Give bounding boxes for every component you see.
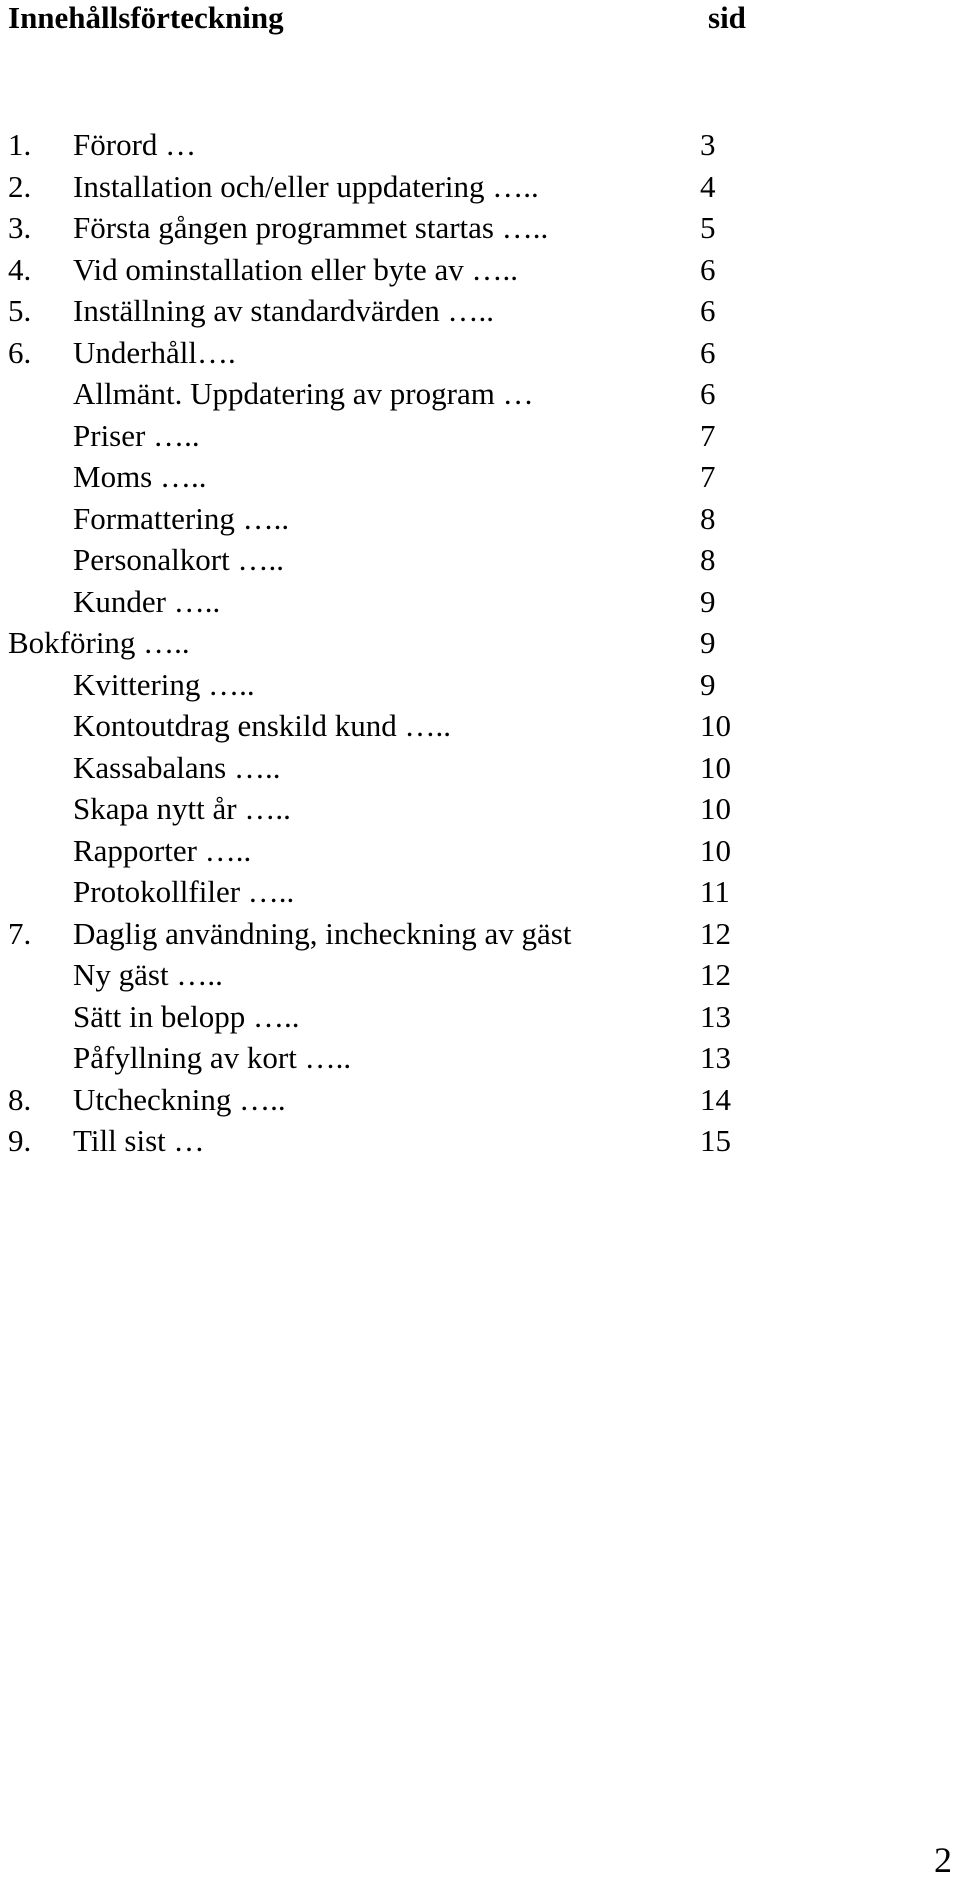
- toc-entry: [0, 332, 760, 374]
- toc-entry-label: Installation och/eller uppdatering …..: [73, 168, 539, 204]
- page-column-heading: sid: [708, 0, 746, 35]
- toc-entry-number: 5.: [8, 293, 32, 328]
- toc-entry-label: Underhåll….: [73, 334, 236, 370]
- toc-entry-page: 9: [700, 583, 716, 619]
- toc-entry: [0, 954, 760, 996]
- toc-entry: [0, 207, 760, 249]
- toc-entry-page: 8: [700, 500, 716, 536]
- toc-entry-label: Moms …..: [73, 459, 207, 494]
- toc-entry-page: 5: [700, 210, 716, 245]
- table-of-contents: [0, 124, 760, 1162]
- toc-entry: [0, 249, 760, 291]
- toc-entry-page: 10: [700, 791, 731, 826]
- toc-entry-page: 10: [700, 832, 731, 868]
- page-title: Innehållsförteckning: [8, 0, 284, 35]
- toc-entry: [0, 1079, 760, 1121]
- toc-entry-number: 1.: [8, 127, 32, 162]
- toc-entry-number: 9.: [8, 1123, 32, 1158]
- toc-entry-page: 3: [700, 127, 716, 162]
- toc-entry-number: 2.: [8, 168, 32, 204]
- toc-entry-label: Förord …: [73, 127, 197, 162]
- toc-entry: [0, 290, 760, 332]
- toc-entry: [0, 871, 760, 913]
- toc-entry-label: Priser …..: [73, 417, 200, 453]
- toc-entry: [0, 1120, 760, 1162]
- toc-header: [8, 0, 748, 40]
- footer-page-number: 2: [934, 1840, 952, 1880]
- toc-entry-label: Vid ominstallation eller byte av …..: [73, 251, 518, 287]
- toc-entry-label: Kontoutdrag enskild kund …..: [73, 708, 451, 743]
- toc-entry: [0, 622, 760, 664]
- toc-entry-page: 7: [700, 417, 716, 453]
- toc-entry-page: 9: [700, 625, 716, 660]
- toc-entry: [0, 456, 760, 498]
- toc-entry-page: 14: [700, 1081, 731, 1117]
- toc-entry-page: 10: [700, 749, 731, 785]
- toc-entry-page: 12: [700, 957, 731, 992]
- toc-entry: [0, 581, 760, 623]
- toc-entry-number: 7.: [8, 915, 32, 951]
- toc-entry: [0, 539, 760, 581]
- toc-entry-page: 11: [700, 874, 730, 909]
- toc-entry: [0, 830, 760, 872]
- toc-entry-label: Formattering …..: [73, 500, 290, 536]
- toc-entry-number: 8.: [8, 1081, 32, 1117]
- toc-entry-label: Till sist …: [73, 1123, 205, 1158]
- toc-entry: [0, 373, 760, 415]
- toc-entry-page: 7: [700, 459, 716, 494]
- toc-entry-page: 13: [700, 998, 731, 1034]
- toc-entry: [0, 415, 760, 457]
- toc-entry-label: Personalkort …..: [73, 542, 284, 577]
- toc-entry: [0, 1037, 760, 1079]
- toc-entry-label: Första gången programmet startas …..: [73, 210, 549, 245]
- toc-entry-page: 6: [700, 293, 716, 328]
- toc-entry-label: Ny gäst …..: [73, 957, 223, 992]
- toc-entry-label: Kunder …..: [73, 583, 221, 619]
- toc-entry-label: Utcheckning …..: [73, 1081, 286, 1117]
- toc-entry-page: 13: [700, 1040, 731, 1075]
- toc-entry-page: 9: [700, 666, 716, 702]
- toc-entry-label: Skapa nytt år …..: [73, 791, 291, 826]
- toc-entry: [0, 747, 760, 789]
- toc-entry-page: 8: [700, 542, 716, 577]
- toc-entry: [0, 498, 760, 540]
- toc-entry-page: 6: [700, 334, 716, 370]
- toc-entry-label: Bokföring …..: [8, 625, 190, 660]
- toc-entry: [0, 705, 760, 747]
- toc-entry: [0, 913, 760, 955]
- toc-entry-page: 4: [700, 168, 716, 204]
- toc-entry: [0, 788, 760, 830]
- toc-entry-number: 3.: [8, 210, 32, 245]
- toc-entry-label: Kassabalans …..: [73, 749, 281, 785]
- toc-entry-label: Rapporter …..: [73, 832, 252, 868]
- toc-entry-label: Daglig användning, incheckning av gäst: [73, 915, 572, 951]
- toc-entry: [0, 124, 760, 166]
- toc-entry-label: Kvittering …..: [73, 666, 255, 702]
- toc-entry-label: Allmänt. Uppdatering av program …: [73, 376, 534, 411]
- toc-entry-page: 6: [700, 376, 716, 411]
- toc-entry: [0, 166, 760, 208]
- toc-entry-label: Påfyllning av kort …..: [73, 1040, 352, 1075]
- toc-entry-number: 4.: [8, 251, 32, 287]
- toc-entry-page: 10: [700, 708, 731, 743]
- toc-entry: [0, 996, 760, 1038]
- toc-entry-label: Inställning av standardvärden …..: [73, 293, 494, 328]
- toc-entry-label: Sätt in belopp …..: [73, 998, 300, 1034]
- toc-entry: [0, 664, 760, 706]
- toc-entry-label: Protokollfiler …..: [73, 874, 295, 909]
- toc-entry-page: 12: [700, 915, 731, 951]
- toc-entry-page: 6: [700, 251, 716, 287]
- toc-entry-number: 6.: [8, 334, 32, 370]
- toc-entry-page: 15: [700, 1123, 731, 1158]
